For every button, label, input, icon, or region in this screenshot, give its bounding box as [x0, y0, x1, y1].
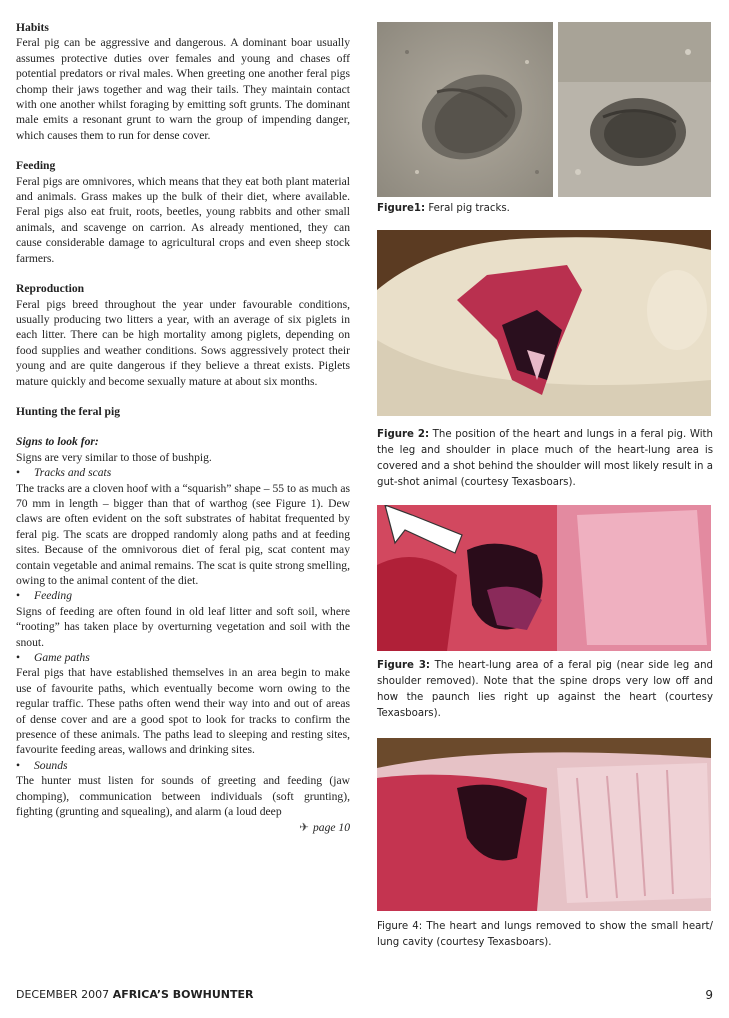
figure-1-track-photo-right [558, 22, 711, 197]
tracks-bullet [16, 465, 350, 480]
issue-info [16, 988, 254, 1001]
figure-2-caption [377, 427, 713, 491]
game-paths-label: Game paths [34, 651, 90, 665]
figure-2-text: The position of the heart and lungs in a feral pig. With the leg and shoulder in place much of the heart-lung area is covered and a shot behind the shoulder will most likely result in a gut-shot animal (courtesy Texasboars). [377, 429, 714, 488]
continued-label: page 10 [312, 820, 350, 834]
figure-4-text: Figure 4: The heart and lungs removed to show the small heart/ lung cavity (courtesy Texasboars). [377, 921, 713, 948]
sounds-bullet [16, 758, 350, 773]
figure-4-caption [377, 919, 713, 951]
figure-1-track-photo-left [377, 22, 553, 197]
figure-3-text: The heart-lung area of a feral pig (near side leg and shoulder removed). Note that the spine drops very low off and how the paunch lies right up against the heart (courtesy Texasboars). [377, 660, 714, 719]
sounds-paragraph: The hunter must listen for sounds of greeting and feeding (jaw chomping), communication between individuals (soft grunting), fighting (grunting and squealing), and alarm (a loud deep [16, 774, 350, 819]
feeding-signs-label: Feeding [34, 589, 72, 603]
reproduction-paragraph: Feral pigs breed throughout the year under favourable conditions, usually producing two litters a year, with an average of six piglets in each litter. There can be high mortality among piglets, depending on food supplies and weather conditions. Sows aggressively protect their young and are quite dangerous if they believe a threat exists. Piglets mature quickly and become sexually mature at about six months. [16, 297, 350, 388]
figure-2-label: Figure 2: [377, 429, 430, 440]
bullet-marker: • [16, 466, 21, 480]
figure-3-photo [377, 505, 711, 651]
figure-1-caption [377, 201, 713, 217]
signs-intro: Signs are very similar to those of bushpig. [16, 450, 212, 464]
figure-3-caption [377, 658, 713, 722]
figure-4-photo [377, 738, 711, 911]
figure-1-text: Feral pig tracks. [428, 203, 510, 214]
feeding-heading: Feeding [16, 159, 56, 173]
bullet-marker: • [16, 758, 21, 772]
hunting-heading: Hunting the feral pig [16, 404, 121, 418]
signs-heading: Signs to look for: [16, 435, 99, 449]
feeding-signs-bullet [16, 588, 350, 603]
continued-link[interactable] [16, 820, 350, 835]
page-number: 9 [705, 988, 713, 1002]
figure-1-label: Figure1: [377, 203, 426, 214]
game-paths-paragraph: Feral pigs that have established themselves in an area begin to make use of favourite paths, which eventually become worn owing to the regular traffic. These paths often wend their way into and out of areas of dense cover and are a good spot to look for tracks to confirm the presence of these animals. The paths lead to sleeping and resting sites, favourite feeding areas, wallows and drinking sites. [16, 666, 350, 757]
page-footer [16, 988, 713, 1001]
tracks-paragraph: The tracks are a cloven hoof with a “squarish” shape – 55 to as much as 70 mm in length – bigger than that of warthog (see Figure 1). Dew claws are often evident on the soft substrates of habitat frequented by feral pig. The scats are dropped randomly along paths and at feeding sites. Because of the omnivorous diet of feral pig, scat content may contain vegetable and animal remains. The scat is quite strong smelling, owing to the animal content of the diet. [16, 481, 350, 587]
issue-date: DECEMBER 2007 [16, 988, 110, 1001]
sounds-label: Sounds [34, 758, 68, 772]
bullet-marker: • [16, 589, 21, 603]
bow-hunter-icon: ✈ [299, 820, 309, 834]
publication-name: AFRICA’S BOWHUNTER [112, 988, 254, 1001]
figure-2-photo [377, 230, 711, 416]
tracks-label: Tracks and scats [34, 466, 112, 480]
figure-3-label: Figure 3: [377, 660, 431, 671]
reproduction-heading: Reproduction [16, 282, 85, 296]
bullet-marker: • [16, 651, 21, 665]
feeding-signs-paragraph: Signs of feeding are often found in old leaf litter and soft soil, where “rooting” has taken place by overturning vegetation and soil with the snout. [16, 604, 350, 649]
game-paths-bullet [16, 650, 350, 665]
feeding-paragraph: Feral pigs are omnivores, which means that they eat both plant material and animals. Grass makes up the bulk of their diet, where available. Feral pigs also eat fruit, roots, beetles, young rabbits and other small animals, and scavenge on carrion. As already mentioned, they can cause considerable damage to agricultural crops and even sheep stock farmers. [16, 174, 350, 265]
article-text-column [16, 20, 350, 835]
habits-paragraph: Feral pig can be aggressive and dangerous. A dominant boar usually assumes protective duties over females and young and chases off potential predators or rival males. When greeting one another feral pigs chomp their jaws together and wag their tails. They maintain contact with one another whilst foraging by emitting soft grunts. The dominant male emits a resonant grunt to warn the group of impending danger, which causes them to run for dense cover. [16, 36, 350, 142]
habits-heading: Habits [16, 21, 49, 34]
